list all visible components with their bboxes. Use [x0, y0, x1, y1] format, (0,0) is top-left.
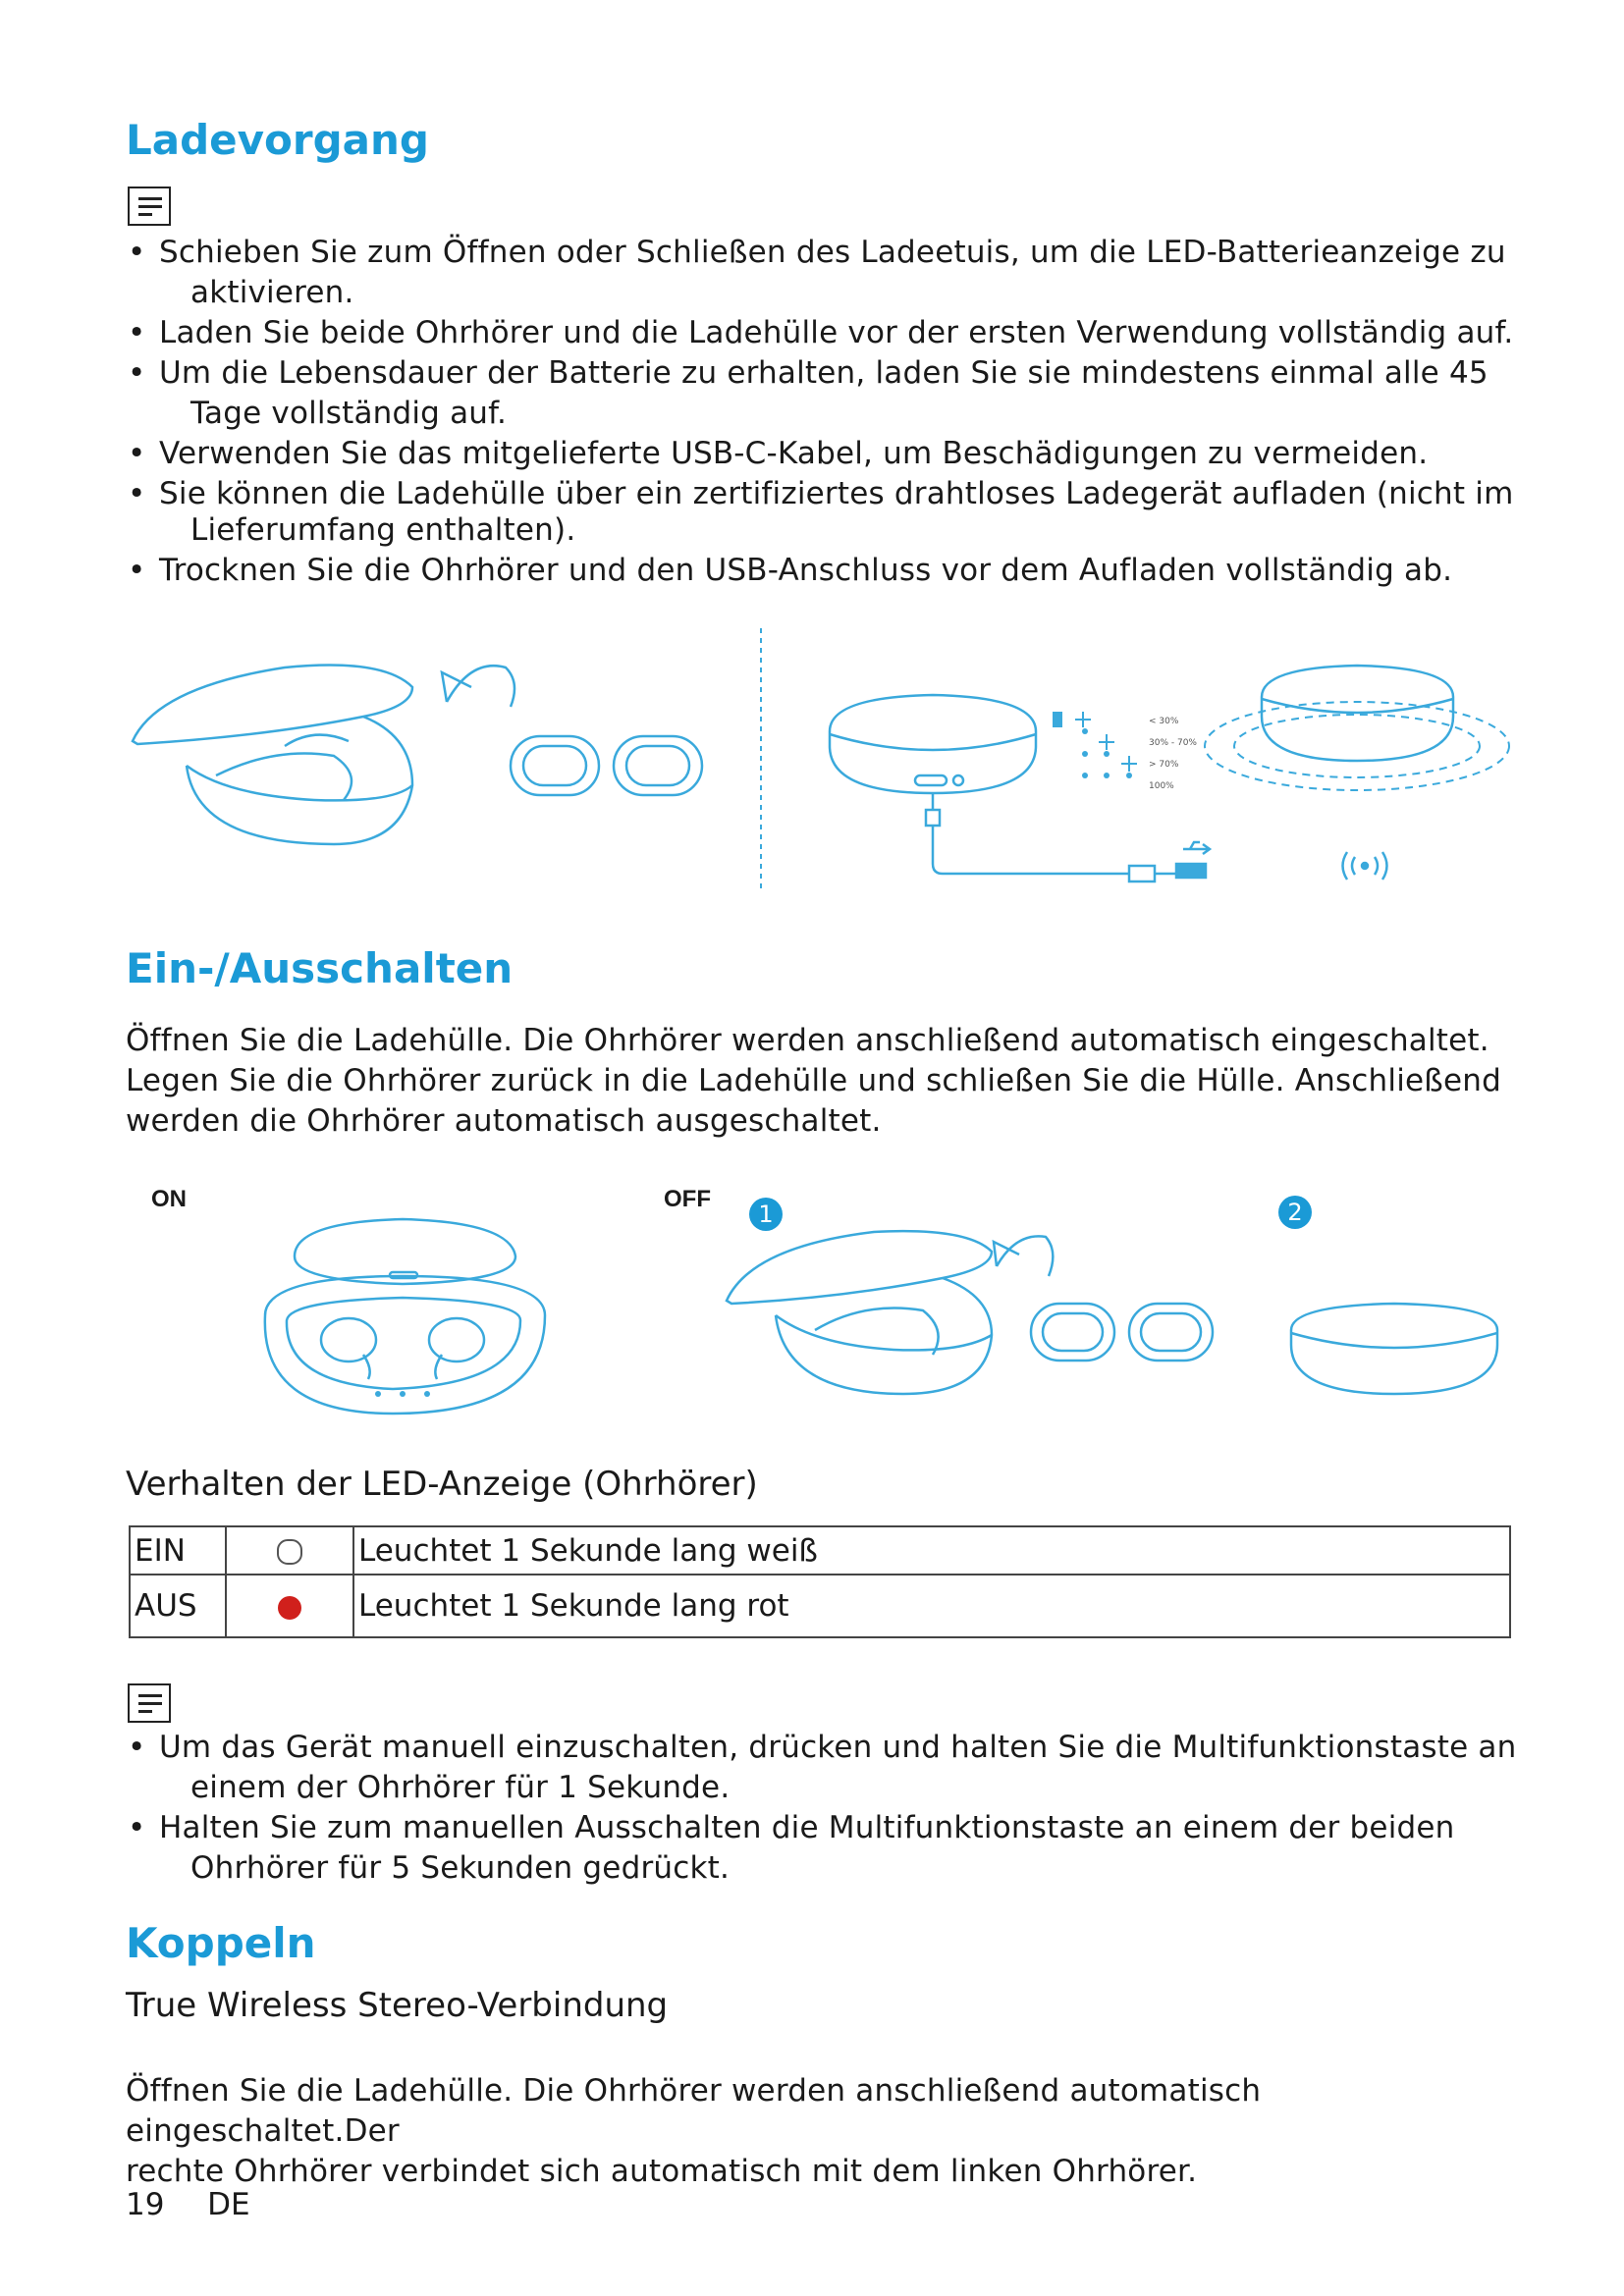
step-1-badge: 1 [749, 1198, 783, 1231]
list-item: • Halten Sie zum manuellen Ausschalten die Multifunktionstaste an einem der beiden Ohrhörer für 5 Sekunden gedrückt. [128, 1810, 1455, 1886]
pairing-paragraph: Öffnen Sie die Ladehülle. Die Ohrhörer werden anschließend automatisch eingeschaltet.Der rechte Ohrhörer verbindet sich automatisch mit dem linken Ohrhörer. [126, 2073, 1262, 2189]
charging-title: Ladevorgang [126, 116, 429, 164]
language-code: DE [207, 2187, 250, 2222]
table-row [130, 1526, 1510, 1575]
battery-level-label: > 70% [1149, 760, 1179, 770]
note-icon [128, 187, 171, 226]
charging-bullets [126, 233, 1540, 591]
on-label: ON [151, 1186, 187, 1212]
list-item: • Verwenden Sie das mitgelieferte USB-C-Kabel, um Beschädigungen zu vermeiden. [128, 436, 1429, 471]
white-led-icon [277, 1539, 302, 1565]
off-label: OFF [664, 1186, 711, 1212]
list-item: • Um das Gerät manuell einzuschalten, drücken und halten Sie die Multifunktionstaste an einem der Ohrhörer für 1 Sekunde. [128, 1730, 1517, 1805]
red-led-icon [278, 1596, 301, 1620]
page-number: 19 [126, 2187, 165, 2222]
led-indicator [226, 1526, 353, 1575]
led-table [129, 1525, 1511, 1638]
power-illustration [255, 1207, 1512, 1423]
led-state: EIN [130, 1526, 226, 1575]
list-item: • Trocknen Sie die Ohrhörer und den USB-Anschluss vor dem Aufladen vollständig ab. [128, 553, 1453, 588]
list-item: • Um die Lebensdauer der Batterie zu erhalten, laden Sie sie mindestens einmal alle 45 Tage vollständig auf. [128, 355, 1489, 431]
battery-level-label: < 30% [1149, 717, 1179, 726]
table-row [130, 1575, 1510, 1637]
page-footer [126, 2187, 250, 2222]
led-behavior: Leuchtet 1 Sekunde lang weiß [353, 1526, 1510, 1575]
note-icon [128, 1683, 171, 1723]
led-indicator [226, 1575, 353, 1637]
pairing-title: Koppeln [126, 1919, 316, 1967]
led-behavior: Leuchtet 1 Sekunde lang rot [353, 1575, 1510, 1637]
power-paragraph: Öffnen Sie die Ladehülle. Die Ohrhörer werden anschließend automatisch eingeschaltet. Legen Sie die Ohrhörer zurück in die Ladehülle und schließen Sie die Hülle. Anschließend werden die Ohrhörer automatisch ausgeschaltet. [126, 1023, 1502, 1139]
list-item: • Schieben Sie zum Öffnen oder Schließen des Ladeetuis, um die LED-Batterieanzeige zu aktivieren. [128, 235, 1506, 310]
led-table-title: Verhalten der LED-Anzeige (Ohrhörer) [126, 1465, 758, 1504]
battery-level-label: 30% - 70% [1149, 738, 1197, 748]
step-2-badge: 2 [1278, 1196, 1312, 1229]
power-notes [126, 1728, 1540, 1889]
battery-level-label: 100% [1149, 781, 1174, 791]
list-item: • Sie können die Ladehülle über ein zertifiziertes drahtloses Ladegerät aufladen (nicht im Lieferumfang enthalten). [128, 476, 1514, 548]
list-item: • Laden Sie beide Ohrhörer und die Ladehülle vor der ersten Verwendung vollständig auf. [128, 315, 1514, 350]
pairing-subtitle: True Wireless Stereo-Verbindung [126, 1986, 669, 2025]
charging-illustration [118, 628, 1512, 893]
power-title: Ein-/Ausschalten [126, 944, 514, 992]
led-state: AUS [130, 1575, 226, 1637]
